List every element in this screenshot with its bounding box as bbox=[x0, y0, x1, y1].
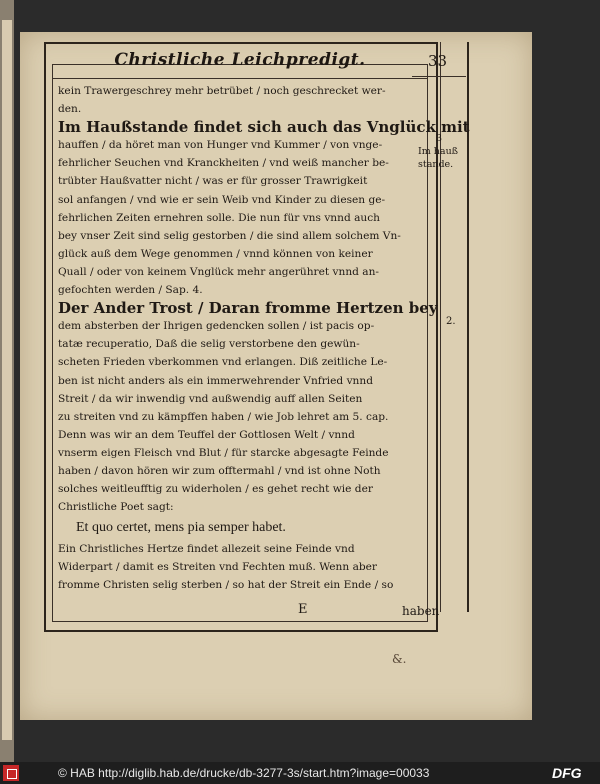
copyright-link[interactable]: © HAB http://diglib.hab.de/drucke/db-3277-3s/start.htm?image=00033 bbox=[58, 766, 430, 780]
text-line: haben / davon hören wir zum offtermahl / vnd ist ohne Noth bbox=[58, 464, 381, 477]
text-line: glück auß dem Wege genommen / vnnd können von keiner bbox=[58, 247, 373, 260]
page-number: 33 bbox=[428, 52, 448, 70]
hab-logo-icon bbox=[3, 765, 19, 781]
text-line: solches weitleufftig zu widerholen / es gehet recht wie der bbox=[58, 483, 373, 496]
text-line: tatæ recuperatio, Daß die selig verstorbene den gewün- bbox=[58, 338, 360, 351]
margin-note-text: Im hauß stande. bbox=[418, 146, 459, 170]
text-line: kein Trawergeschrey mehr betrübet / noch geschrecket wer- bbox=[58, 85, 386, 97]
running-head: Christliche Leichpredigt. bbox=[114, 50, 366, 70]
text-line: fehrlichen Zeiten ernehren solle. Die nun für vns vnnd auch bbox=[58, 211, 380, 224]
margin-note bbox=[418, 132, 470, 171]
text-line: trübter Haußvatter nicht / was er für grosser Trawrigkeit bbox=[58, 175, 368, 188]
text-line: Streit / da wir inwendig vnd außwendig auff allen Seiten bbox=[58, 392, 363, 405]
text-line: sol anfangen / vnd wie er sein Weib vnd Kinder zu diesen ge- bbox=[58, 193, 386, 206]
text-line: fehrlicher Seuchen vnd Kranckheiten / vnd weiß mancher be- bbox=[58, 157, 389, 170]
adjacent-page-sliver bbox=[2, 20, 12, 740]
adjacent-page-edge bbox=[0, 0, 14, 762]
signature-mark: E bbox=[298, 602, 308, 617]
margin-mark: 2. bbox=[446, 316, 456, 327]
margin-note-number: 3 bbox=[436, 133, 443, 144]
text-line: scheten Frieden vberkommen vnd erlangen. Diß zeitliche Le- bbox=[58, 356, 388, 369]
ink-mark: &. bbox=[392, 652, 407, 666]
text-line: Der Ander Trost / Daran fromme Hertzen bey bbox=[58, 299, 438, 318]
text-line: Im Haußstande findet sich auch das Vnglück mit bbox=[58, 118, 470, 137]
text-line: bey vnser Zeit sind selig gestorben / die sind allem solchem Vn- bbox=[58, 229, 401, 242]
text-line: Ein Christliches Hertze findet allezeit seine Feinde vnd bbox=[58, 543, 355, 556]
text-line: Quall / oder von keinem Vnglück mehr angerühret vnnd an- bbox=[58, 265, 380, 278]
dfg-logo: DFG bbox=[552, 765, 582, 781]
footer-bar bbox=[0, 762, 600, 784]
text-line: ben ist nicht anders als ein immerwehrender Vnfried vnnd bbox=[58, 374, 373, 387]
header-rule bbox=[52, 78, 428, 79]
text-line: Christliche Poet sagt: bbox=[58, 501, 174, 514]
latin-verse: Et quo certet, mens pia semper habet. bbox=[76, 520, 286, 536]
text-line: hauffen / da höret man von Hunger vnd Kummer / von vnge- bbox=[58, 139, 383, 152]
catchword: haben bbox=[402, 604, 440, 618]
text-line: gefochten werden / Sap. 4. bbox=[58, 284, 203, 297]
text-line: dem absterben der Ihrigen gedencken sollen / ist pacis op- bbox=[58, 320, 375, 333]
text-line: Widerpart / damit es Streiten vnd Fechten muß. Wenn aber bbox=[58, 561, 377, 574]
body-text bbox=[58, 82, 470, 595]
margin-header-rule bbox=[412, 76, 466, 77]
text-line: vnserm eigen Fleisch vnd Blut / für starcke abgesagte Feinde bbox=[58, 446, 389, 459]
text-line: den. bbox=[58, 103, 82, 116]
text-line: fromme Christen selig sterben / so hat der Streit ein Ende / so bbox=[58, 579, 394, 592]
text-line: zu streiten vnd zu kämpffen haben / wie Job lehret am 5. cap. bbox=[58, 410, 389, 423]
text-line: Denn was wir an dem Teuffel der Gottlosen Welt / vnnd bbox=[58, 428, 355, 441]
